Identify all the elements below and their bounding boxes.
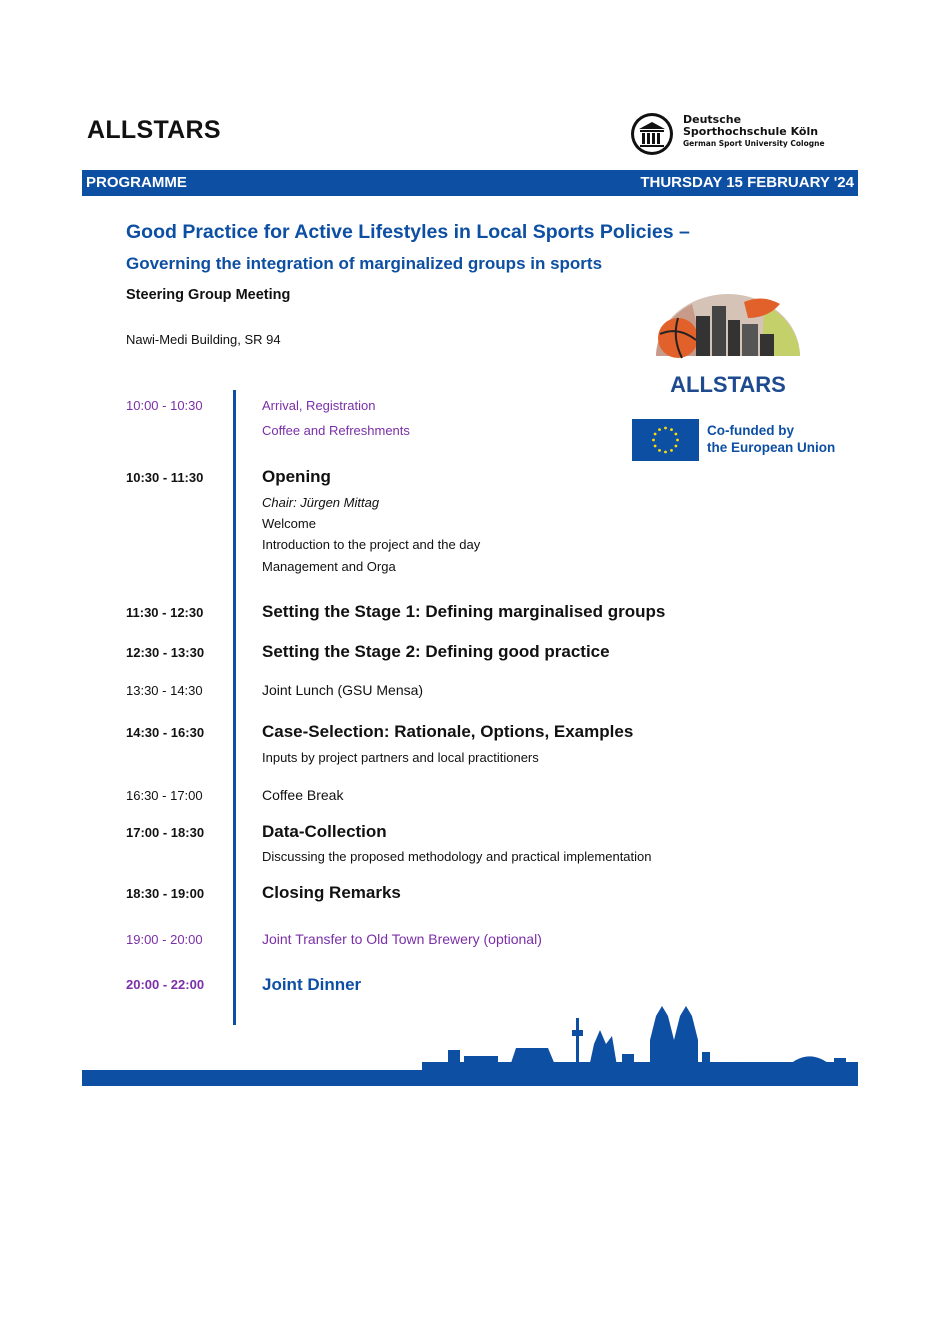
schedule-title: Joint Transfer to Old Town Brewery (optional) [262,931,542,947]
university-name-line3: German Sport University Cologne [683,139,825,148]
programme-label: PROGRAMME [86,174,187,191]
allstars-logo [652,290,804,402]
university-name-line2: Sporthochschule Köln [683,125,819,138]
schedule-title: Coffee Break [262,787,344,803]
schedule-title: Opening [262,467,331,486]
schedule-time: 13:30 - 14:30 [126,683,203,698]
schedule-line: Arrival, Registration [262,398,376,413]
schedule-time: 16:30 - 17:00 [126,788,203,803]
event-title: Good Practice for Active Lifestyles in Local Sports Policies – [126,221,690,243]
schedule-line: Management and Orga [262,559,396,574]
schedule-time: 19:00 - 20:00 [126,932,203,947]
schedule-time: 20:00 - 22:00 [126,977,205,992]
event-subtitle: Governing the integration of marginalized groups in sports [126,254,603,273]
allstars-logo-text: ALLSTARS [670,372,786,397]
university-emblem-icon [630,112,674,156]
event-date: THURSDAY 15 FEBRUARY '24 [640,174,854,191]
cologne-skyline-illustration [82,1000,858,1086]
schedule-time: 11:30 - 12:30 [126,605,204,620]
schedule-title: Joint Dinner [262,975,362,994]
programme-band [82,170,858,196]
university-logo [630,112,830,156]
eu-text-line1: Co-funded by [707,423,794,438]
schedule-chair: Chair: Jürgen Mittag [262,495,380,510]
eu-cofunded-logo [632,419,862,461]
schedule-line: Inputs by project partners and local practitioners [262,750,539,765]
eu-flag-icon [632,419,699,461]
schedule-time: 14:30 - 16:30 [126,725,205,740]
schedule-line: Welcome [262,516,316,531]
schedule-title: Case-Selection: Rationale, Options, Examples [262,722,634,741]
meeting-type: Steering Group Meeting [126,287,291,303]
schedule-line: Coffee and Refreshments [262,423,410,438]
schedule-time: 12:30 - 13:30 [126,645,205,660]
schedule-time: 18:30 - 19:00 [126,886,205,901]
university-name-line1: Deutsche [683,113,742,126]
schedule-line: Introduction to the project and the day [262,537,481,552]
eu-text-line2: the European Union [707,440,836,455]
timeline-divider [233,390,236,1025]
document-title: ALLSTARS [87,116,221,144]
schedule-title: Joint Lunch (GSU Mensa) [262,682,424,698]
schedule-time: 17:00 - 18:30 [126,825,205,840]
schedule-title: Closing Remarks [262,883,401,902]
schedule-title: Data-Collection [262,822,387,841]
schedule-time: 10:00 - 10:30 [126,398,203,413]
schedule-title: Setting the Stage 2: Defining good practice [262,642,610,661]
schedule-line: Discussing the proposed methodology and practical implementation [262,849,652,864]
venue: Nawi-Medi Building, SR 94 [126,332,281,347]
schedule-time: 10:30 - 11:30 [126,470,204,485]
schedule-title: Setting the Stage 1: Defining marginalised groups [262,602,666,621]
